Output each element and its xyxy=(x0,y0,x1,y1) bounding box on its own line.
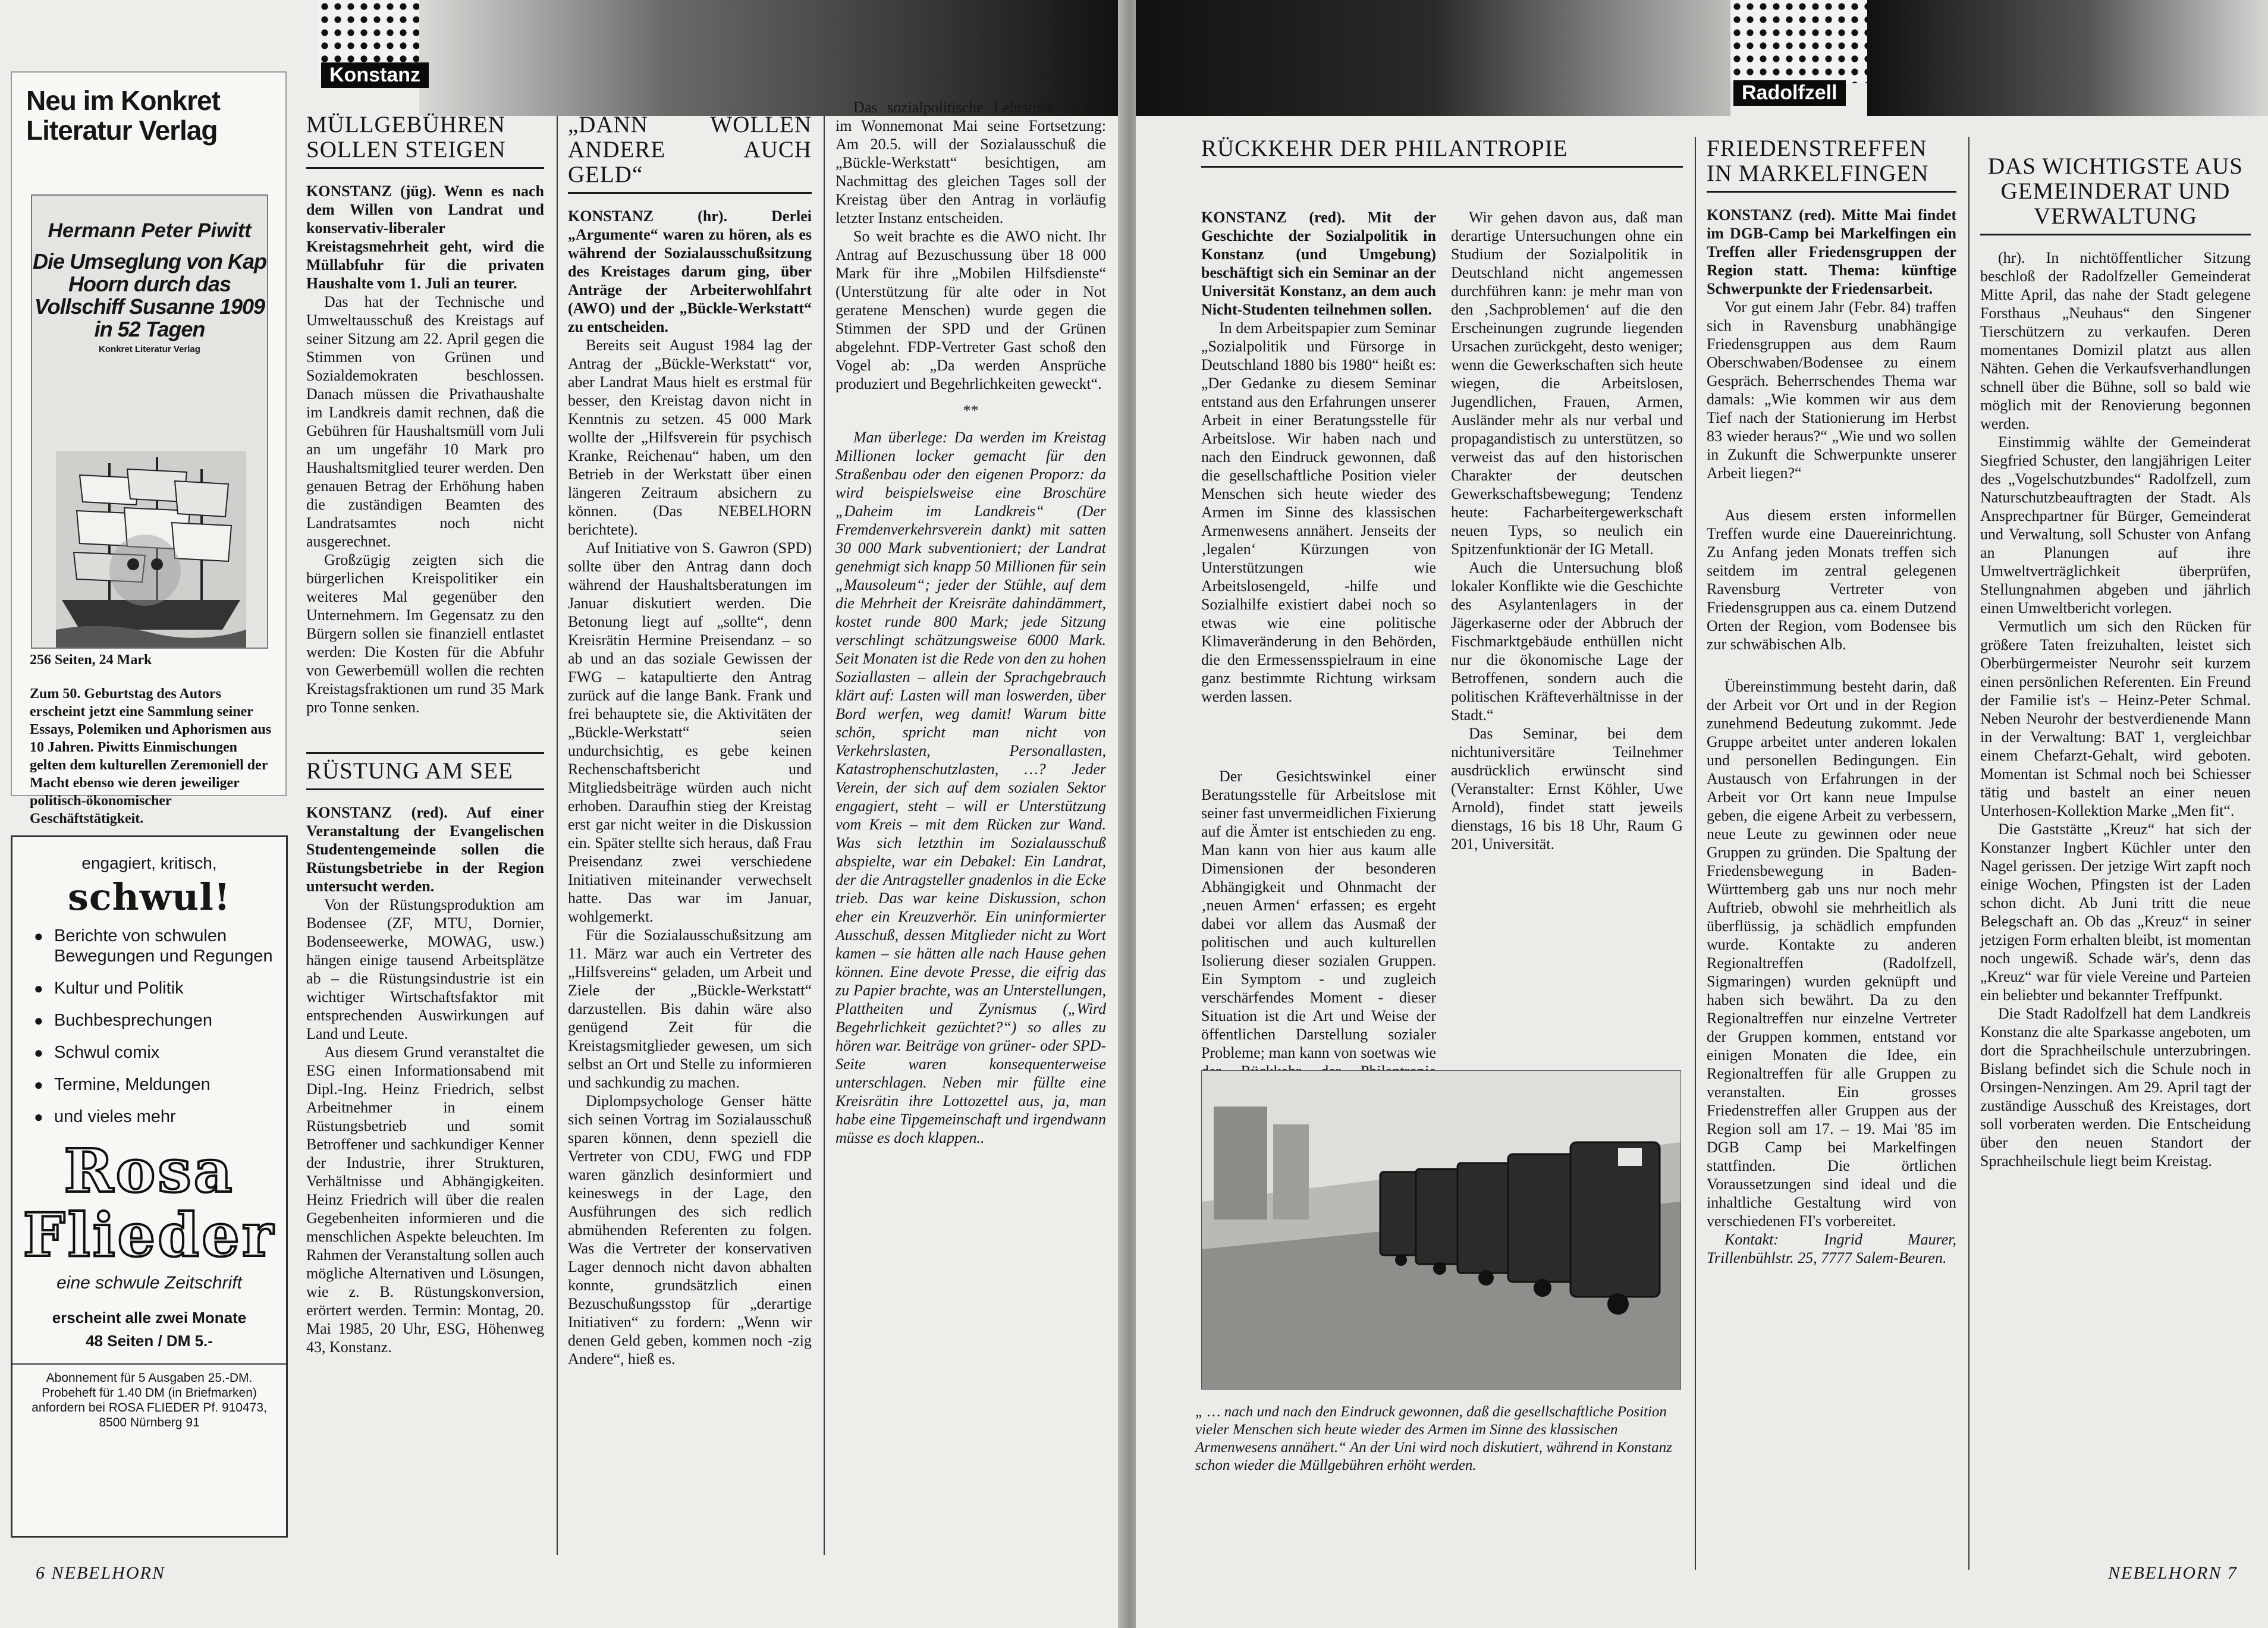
column-frieden xyxy=(1707,134,1956,1267)
paragraph: Einstimmig wählte der Gemeinderat Siegfried Schuster, den langjährigen Leiter des „Vogelschutzbundes“ Radolfzell, zum Naturschutzbeauftragten der Stadt. Als Ansprechpartner für Bürger, Gemeinderat und Verwaltung, soll Schuster von Anfang an Planungen auf ihre Umweltverträglichkeit überprüfen, Stellungnahmen abgeben und jährlich einen Umweltbericht vorlegen. xyxy=(1980,433,2251,617)
section-label-konstanz: Konstanz xyxy=(321,62,429,88)
header-gradient-band xyxy=(1136,0,1730,116)
column-philantropie-2 xyxy=(1451,208,1683,853)
paragraph: Der Gesichtswinkel einer Beratungsstelle für Arbeitslose mit seiner fast unvermeidlichen Fixierung auf die Ämter ist entschieden zu eng. Man kann von hier aus kaum alle Dimensionen der besonderen Abhängigkeit und Ohnmacht der ‚neuen Armen‘ erfassen; es ergeht dabei vor allem das Ausmaß der politischen und auch kulturellen Isolierung dieser sozialen Gruppen. Ein Symptom - und zugleich verschärfendes Moment - dieser Situation ist die Art und Weise der öffentlichen Darstellung sozialer Probleme; man kann von soetwas wie xyxy=(1201,768,1436,1061)
photo-illustration xyxy=(1202,1071,1680,1389)
headline-frieden: FRIEDENSTREFFEN IN MARKELFINGEN xyxy=(1707,134,1956,193)
header-gradient-band xyxy=(1867,0,2268,116)
paragraph: Diplompsychologe Genser hätte sich seinen Vortrag im Sozialausschuß sparen können, denn speziell die Vertreter von CDU, FWG und FDP waren gänzlich desinformiert und keineswegs in der Lage, den Ausführungen des sich redlich abmühenden Referenten zu folgen. Was die Vertreter der konservativen Lager dennoch nicht davon abhalten konnte, grundsätzlich einen Bezuschußungsstop für „derartige Initiativen“ zu fordern: „Wenn wir denen Geld geben, kommen noch -zig Andere“, hieß es. xyxy=(568,1092,812,1368)
list-item: ● Kultur und Politik xyxy=(34,978,286,998)
headline-philantropie: RÜCKKEHR DER PHILANTROPIE xyxy=(1201,134,1683,168)
headline-muell: MÜLLGEBÜHREN SOLLEN STEIGEN xyxy=(306,110,544,169)
paragraph: Das sozialpolitische Lehrstück erfährt im Wonnemonat Mai seine Fortsetzung: Am 20.5. will der Sozialausschuß die „Bückle-Werkstatt“ besichtigen, am Nachmittag des gleichen Tages soll der Kreistag über den Antrag in vorläufig letzter Instanz entscheiden. xyxy=(835,99,1106,227)
paragraph: In dem Arbeitspapier zum Seminar „Sozialpolitik und Fürsorge in Deutschland 1880 bis 1980“ heißt es: „Der Gedanke zu diesem Seminar entstand aus den Erfahrungen unserer Arbeit in einer Beratungsstelle für Arbeitslose. Wir haben nach und nach den Eindruck gewonnen, daß die gesellschaftliche Position vieler Menschen sich heute wieder des Armen im Sinne des klassischen Armenwesens annähert. Jenseits der ‚legalen‘ Kürzungen von Unterstützungen wie Arbeitslosengeld, -hilfe und Sozialhilfe existiert dabei noch so etwas wie eine politische Klimaveränderung in den Behörden, die den Ermessensspielraum in eine ganz bestimmte Richtung wirksam werden lassen. xyxy=(1201,319,1436,705)
column-divider xyxy=(557,116,558,1555)
ad-frequency: erscheint alle zwei Monate xyxy=(52,1309,247,1327)
paragraph: Die Gaststätte „Kreuz“ hat sich der Konstanzer Ingbert Küchler unter den Nagel gerissen. Der jetzige Wirt zapft noch einige Wochen, Pfingsten ist der Laden schon dicht. Ab Juni tritt die neue Belegschaft an. Ob das „Kreuz“ in seiner jetzigen Form erhalten bleibt, ist momentan noch ungewiß. Schade wär's, denn das „Kreuz“ war für viele Vereine und Parteien ein beliebter und bekannter Treffpunkt. xyxy=(1980,821,2251,1004)
ad-subtitle: eine schwule Zeitschrift xyxy=(56,1273,242,1293)
sailing-ship-illustration xyxy=(56,451,246,648)
paragraph: Aus diesem ersten informellen Treffen wurde eine Dauereinrichtung. Zu Anfang jeden Monats treffen sich seitdem im zentral gelegenen Ravensburg Vertreter von Friedensgruppen aus ca. einem Dutzend Orten der Region, vom Bodensee bis zur schwäbischen Alb. xyxy=(1707,507,1956,653)
column-geld-continued xyxy=(835,98,1106,1147)
paragraph: Die Stadt Radolfzell hat dem Landkreis Konstanz die alte Sparkasse angeboten, um dort die Sprachheilschule unterzubringen. Bislang befindet sich die Schule noch in Orsingen-Nenzingen. Am 29. April tagt der zuständige Ausschuß des Kreistages, dort soll vorberaten werden. Die Entscheidung über den neuen Standort der Sprachheilschule liegt beim Kreistag. xyxy=(1980,1005,2251,1170)
headline-gemeinderat: DAS WICHTIGSTE AUS GEMEINDERAT UND VERWALTUNG xyxy=(1980,152,2251,235)
contact: Kontakt: Ingrid Maurer, Trillenbühlstr. 25, 7777 Salem-Beuren. xyxy=(1707,1231,1956,1266)
column-divider xyxy=(1695,137,1696,1570)
ad-rosa-flieder xyxy=(11,835,288,1538)
paragraph: Aus diesem Grund veranstaltet die ESG einen Informationsabend mit Dipl.-Ing. Heinz Friedrich, selbst Arbeitnehmer in einem Rüstungsbetrieb und somit Betroffener und sachkundiger Kenner der Industrie, ihrer Strukturen, Verhältnisse und Abhängigkeiten. Heinz Friedrich will über die realen Gegebenheiten informieren und die menschlichen Aspekte beleuchten. Im Rahmen der Veranstaltung sollen auch mögliche Alternativen und Lösungen, wie z. B. Rüstungskonversion, erörtert werden. Termin: Montag, 20. Mai 1985, 20 Uhr, ESG, Höhenweg 43, Konstanz. xyxy=(306,1044,544,1356)
header-dot-pattern xyxy=(1730,0,1867,83)
paragraph: So weit brachte es die AWO nicht. Ihr Antrag auf Bezuschussung über 18 000 Mark für ihre „Mobilen Hilfsdienste“ (Unterstützung für alte oder in Not geratene Menschen) wurde gegen die Stimmen der SPD und der Grünen abgelehnt. FDP-Vertreter Gast schoß den Vogel ab: „Da werden Ansprüche produziert und Begehrlichkeiten geweckt“. xyxy=(835,228,1106,392)
column-geld xyxy=(568,110,812,1368)
paragraph: Vor gut einem Jahr (Febr. 84) traffen sich in Ravensburg unabhängige Friedensgruppen aus dem Raum Oberschwaben/Bodensee zu einem Gespräch. Beherrschendes Thema war damals: „Wie kommen wir aus dem Tief nach der Stationierung im Herbst 83 wieder heraus?“ „Wie und wo sollen in Zukunft die Schwerpunkte unserer Arbeit liegen?“ xyxy=(1707,298,1956,482)
column-philantropie-1 xyxy=(1201,208,1436,706)
list-item: ● Schwul comix xyxy=(34,1042,286,1063)
lead-philantropie: KONSTANZ (red). Mit der Geschichte der Sozialpolitik in Konstanz (und Umgebung) beschäftigt sich ein Seminar an der Universität Konstanz, an dem auch Nicht-Studenten teilnehmen sollen. xyxy=(1201,209,1436,318)
ad-schwul-word: schwul! xyxy=(68,875,231,919)
column-gemeinderat xyxy=(1980,152,2251,1170)
list-item: ● Berichte von schwulen Bewegungen und Regungen xyxy=(34,926,286,966)
book-cover xyxy=(31,194,268,649)
paragraph: (hr). In nichtöffentlicher Sitzung beschloß der Radolfzeller Gemeinderat Mitte April, das nahe der Stadt gelegene Forsthaus „Neuhaus“ den Singener Tierschützern zu verkaufen. Deren momentanes Domizil platzt aus allen Nähten. Gehen die Verkaufsverhandlungen schnell über die Bühne, soll so bald wie möglich mit der Renovierung begonnen werden. xyxy=(1980,249,2251,432)
column-philantropie-3 xyxy=(1201,767,1436,1061)
column-divider xyxy=(824,116,825,1555)
photo-caption: „ … nach und nach den Eindruck gewonnen, daß die gesellschaftliche Position vieler Menschen sich heute wieder des Armen im Sinne des klassischen Armenwesens annähert.“ An der Uni wird noch diskutiert, während in Konstanz schon wieder die Müllgebühren erhöht werden. xyxy=(1195,1404,1672,1473)
paragraph: Wir gehen davon aus, daß man derartige Untersuchungen ohne ein Studium der Sozialpolitik in Deutschland nicht angemessen durchführen kann: je mehr man von den ‚Sachproblemen‘ auf die den Erscheinungen zugrunde liegenden Ursachen zurückgeht, desto weniger; wenn die Gewerkschaften sich heute wiegen, die Arbeitslosen, Jugendlichen, Frauen, Armen, Ausländer mehr als nur verbal und propagandistisch zu unterstützen, so verweist das auf den historischen Charakter der deutschen Gewerkschaftsbewegung; Tendenz heute: Facharbeitergewerkschaft neuen Typs, so neulich ein Spitzenfunktionär der IG Metall. xyxy=(1451,209,1683,558)
list-item: ● Termine, Meldungen xyxy=(34,1074,286,1095)
book-title: Die Umseglung von Kap Hoorn durch das Vollschiff Susanne 1909 in 52 Tagen xyxy=(32,249,267,341)
column-divider xyxy=(1968,137,1969,1570)
book-author: Hermann Peter Piwitt xyxy=(48,219,252,242)
ad-konkret-literatur xyxy=(11,71,287,826)
list-item: ● und vieles mehr xyxy=(34,1107,286,1127)
paragraph: Vermutlich um sich den Rücken für größere Taten freizuhalten, leistet sich Oberbürgermeister Neurohr seit kurzem einen persönlichen Referenten. Ein Freund der Familie ist's – Heinz-Peter Schmal. Neben Neurohr der bestverdienende Mann in der Verwaltung: BAT 1, vergleichbar einem Chefarzt-Gehalt, wird geboten. Momentan ist Schmal noch bei Schiesser tätig und bastelt an einer neuen Unterhosen-Kollektion Marke „Men fit“. xyxy=(1980,618,2251,819)
brand-rosa: Rosa xyxy=(64,1136,235,1206)
book-publisher: Konkret Literatur Verlag xyxy=(99,344,200,354)
left-page xyxy=(0,0,1124,1628)
ad-title: Neu im Konkret Literatur Verlag xyxy=(26,85,220,146)
lead-ruestung: KONSTANZ (red). Auf einer Veranstaltung der Evangelischen Studentengemeinde sollen die Rüstungsbetriebe in der Region untersucht werden. xyxy=(306,804,544,895)
lead-muell: KONSTANZ (jüg). Wenn es nach dem Willen von Landrat und konservativ-liberaler Kreistagsmehrheit geht, wird die Müllabfuhr für die privaten Haushalte vom 1. Juli an teurer. xyxy=(306,183,544,292)
article-philantropie-head xyxy=(1201,134,1683,181)
headline-geld: „DANN WOLLEN ANDERE AUCH GELD“ xyxy=(568,110,812,194)
headline-ruestung: RÜSTUNG AM SEE xyxy=(306,752,544,790)
separator-stars: ** xyxy=(963,402,979,419)
folio-right: NEBELHORN 7 xyxy=(2108,1563,2238,1583)
paragraph: Großzügig zeigten sich die bürgerlichen Kreispolitiker ein weiteres Mal gegenüber den Unternehmern. Im Gegensatz zu den Bürgern sollen sie finanziell entlastet werden: Die Kosten für die Abfuhr von Gewerbemüll wollen die rechten Kreistagsfraktionen um rund 35 Mark pro Tonne senken. xyxy=(306,551,544,716)
photo-mueltonnen xyxy=(1201,1070,1681,1390)
paragraph: Auf Initiative von S. Gawron (SPD) sollte über den Antrag dann doch während der Haushaltsberatungen im Januar diskutiert werden. Die Betonung liegt auf „sollte“, denn Kreisrätin Hermine Preisendanz – so ab und an das soziale Gewissen der FWG – katapultierte den Antrag zurück auf die lange Bank. Frank und frei behauptete sie, die Aktivitäten der „Bückle-Werkstatt“ seien undurchsichtig, es gebe keinen Rechenschaftsbericht und Mitgliedsbeiträge würden auch nicht erhoben. Daraufhin stieg der Kreistag erst gar nicht weiter in die Diskussion ein. Später stellte sich heraus, daß Frau Preisendanz zwei verschiedene Initiativen miteinander verwechselt hatte. Das war im Januar, wohlgemerkt. xyxy=(568,539,812,925)
commentary: Man überlege: Da werden im Kreistag Millionen locker gemacht für den Straßenbau oder den eigenen Proporz: da wird beispielsweise eine Broschüre „Daheim im Landkreis“ (Der Fremdenverkehrsverein dankt) mit satten 30 000 Mark subventioniert; der Landrat genehmigt sich knapp 50 Millionen für sein „Mausoleum“; jeder der Stühle, auf dem die Mehrheit der Kreisräte dahindämmert, kostet runde 800 Mark; jede Sitzung verschlingt schätzungsweise 6000 Mark. Seit Monaten ist die Rede von den zu hohen Soziallasten – allein der Sprachgebrauch klärt auf: Lasten will man loswerden, über Bord werfen, weg damit! Warum bitte schön, spricht man nicht von Verkehrslasten, Personallasten, Katastrophenschutzlasten, …? Jeder Verein, der sich auf dem sozialen Sektor engagiert, steht – will er Unterstützung vom Kreis – mit dem Rücken zur Wand. Was sich letzthin im Sozialausschuß abspielte, war ein Debakel: Ein Landrat, der die Antragsteller gnadenlos in die Ecke trieb. Das war keine Diskussion, schon eher ein Kreuzverhör. Ein uninformierter Ausschuß, dessen Mitglieder nicht zu Wort kamen – sie hätten alle nach Hause gehen können. Eine devote Presse, die eifrig das zu Papier brachte, was an Unterstellungen, Plattheiten und Zynismus („Wird Begehrlichkeit gezüchtet?“) so alles zu hören war. Beiträge von grüner- oder SPD-Seite waren konsequenterweise unterschlagen. Neben mir füllte eine Kreisrätin ihre Lottozettel aus, ja, man habe eine Tipgemeinschaft und irgendwann müsse es doch klappen.. xyxy=(835,429,1106,1146)
ad-pages: 48 Seiten / DM 5.- xyxy=(86,1332,213,1350)
ad-subscription: Abonnement für 5 Ausgaben 25.-DM. Probeheft für 1.40 DM (in Briefmarken) anfordern bei ROSA FLIEDER Pf. 910473, 8500 Nürnberg 91 xyxy=(12,1363,286,1436)
paragraph: Von der Rüstungsproduktion am Bodensee (ZF, MTU, Dornier, Bodenseewerke, MOWAG, usw.) hängen einige tausend Arbeitsplätze ab – die Rüstungsindustrie ist ein wichtiger Wirtschaftsfaktor mit entsprechenden Auswirkungen auf Land und Leute. xyxy=(306,896,544,1042)
lead-frieden: KONSTANZ (red). Mitte Mai findet im DGB-Camp bei Markelfingen ein Treffen aller Friedensgruppen der Region statt. Thema: künftige Schwerpunkte der Friedensarbeit. xyxy=(1707,206,1956,297)
lead-geld: KONSTANZ (hr). Derlei „Argumente“ waren zu hören, als es während der Sozialausschußsitzung des Kreistages darum ging, über Anträge der Arbeiterwohlfahrt (AWO) und der „Bückle-Werkstatt“ zu entscheiden. xyxy=(568,208,812,335)
paragraph: Für die Sozialausschußsitzung am 11. März war auch ein Vertreter des „Hilfsvereins“ geladen, um Arbeit und Ziele der „Bückle-Werkstatt“ darzustellen. Bis dahin wäre also genügend Zeit für die Kreistagsmitglieder gewesen, um sich selbst an Ort und Stelle zu informieren und sachkundig zu machen. xyxy=(568,926,812,1091)
paragraph: Bereits seit August 1984 lag der Antrag der „Bückle-Werkstatt“ vor, aber Landrat Maus hielt es erstmal für besser, den Kreistag davon nicht in Kenntnis zu setzen. 45 000 Mark wollte der „Hilfsverein für psychisch Kranke, Reichenau“ haben, um den Betrieb in der Werkstatt über einen längeren Zeitraum absichern zu können. (Das NEBELHORN berichtete). xyxy=(568,337,812,538)
paragraph: Das hat der Technische und Umweltausschuß des Kreistags auf seiner Sitzung am 22. April gegen die Stimmen von Grünen und Sozialdemokraten beschlossen. Danach müssen die Privathaushalte im Landkreis damit rechnen, daß die Gebühren für Haushaltsmüll vom Juli an um ungefähr 10 Mark pro Haushaltsmitglied teurer werden. Den genauen Betrag der Erhöhung haben die zuständigen Beamten des Landratsamtes noch nicht ausgerechnet. xyxy=(306,293,544,550)
folio-left: 6 NEBELHORN xyxy=(36,1563,165,1583)
ad-tagline: engagiert, kritisch, xyxy=(81,854,217,872)
ad-feature-list xyxy=(34,926,286,1127)
ad-description: Zum 50. Geburtstag des Autors erscheint jetzt eine Sammlung seiner Essays, Polemiken und Aphorismen aus 10 Jahren. Piwitts Einmischungen gelten dem kulturellen Zeremoniell der Macht ebenso wie deren jeweiliger politisch-ökonomischer Geschäftstätigkeit. xyxy=(30,686,272,826)
list-item: ● Buchbesprechungen xyxy=(34,1010,286,1030)
column-muell-ruestung xyxy=(306,110,544,1356)
paragraph: Das Seminar, bei dem nichtuniversitäre Teilnehmer ausdrücklich erwünscht sind (Veranstalter: Ernst Köhler, Uwe Arnold), findet statt jeweils dienstags, 16 bis 18 Uhr, Raum G 201, Universität. xyxy=(1451,725,1683,853)
paragraph: Auch die Untersuchung bloß lokaler Konflikte wie die Geschichte des Asylantenlagers in der Jägerkaserne oder der Abbruch der Fischmarktgebäude enthüllen nicht nur die ökonomische Lage der Betroffenen, sondern auch die politischen Kräfteverhältnisse in der Stadt.“ xyxy=(1451,559,1683,724)
brand-flieder: Flieder xyxy=(23,1200,276,1270)
section-label-radolfzell: Radolfzell xyxy=(1733,80,1846,106)
book-price: 256 Seiten, 24 Mark xyxy=(30,652,152,668)
paragraph: Übereinstimmung besteht darin, daß der Arbeit vor Ort und in der Region zunehmend Bedeutung zukommt. Jede Gruppe arbeitet unter anderen lokalen und personellen Bedingungen. Ein Austausch von Erfahrungen in der Arbeit vor Ort kann neue Impulse geben, die eigene Arbeit zu verbessern, neue Leute zu gewinnen oder neue Gruppen zu gründen. Die Spaltung der Friedensbewegung in Baden-Württemberg gab uns nur noch mehr Auftrieb, obwohl sie mehrheitlich als überflüssig, ja schädlich empfunden wurde. Kontakte zu anderen Regionaltreffen (Radolfzell, Sigmaringen) wurden geknüpft und haben sich bewährt. Da zu den Regionaltreffen nur einzelne Vertreter der Gruppen kommen, entstand vor einigen Monaten die Idee, ein Regionaltreffen für alle Gruppen zu veranstalten. Ein grosses Friedenstreffen aller Gruppen aus der Region soll am 17. – 19. Mai '85 im DGB Camp bei Markelfingen stattfinden. Die örtlichen Voraussetzungen sind ideal und die inhaltliche Gestaltung wird von verschiedenen FI's vorbereitet. xyxy=(1707,678,1956,1230)
